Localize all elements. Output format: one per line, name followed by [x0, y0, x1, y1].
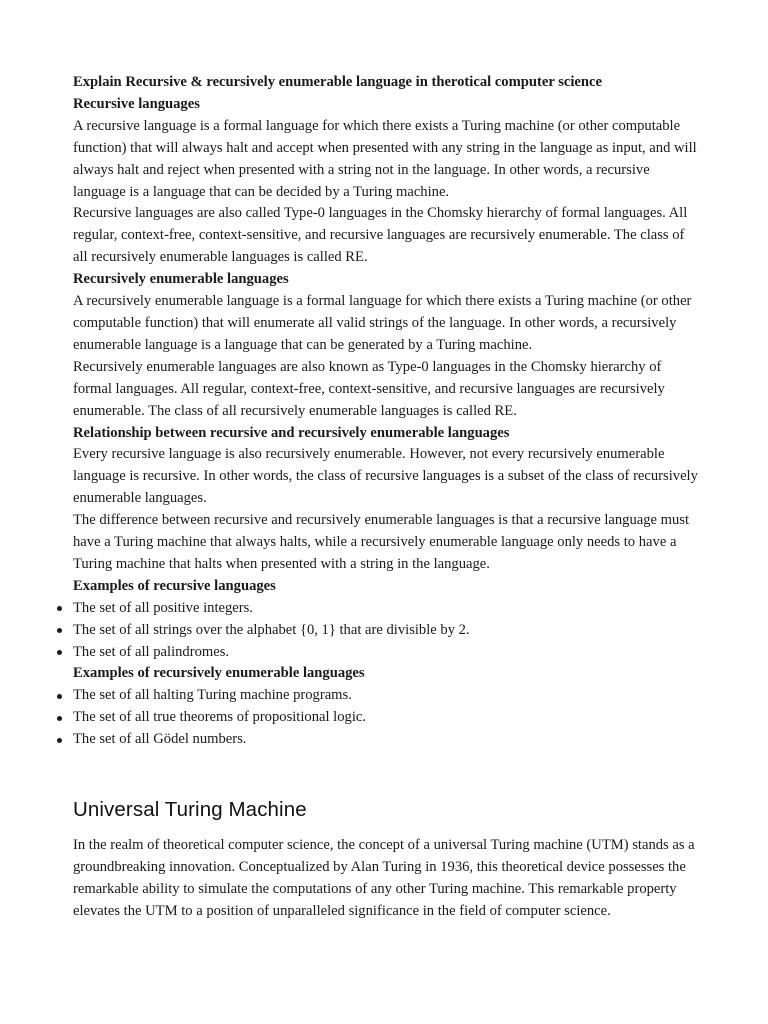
list-item: The set of all halting Turing machine programs. — [73, 685, 698, 707]
list-item: The set of all palindromes. — [73, 642, 698, 664]
section-heading-relationship: Relationship between recursive and recursively enumerable languages — [73, 424, 510, 441]
document-page — [73, 72, 698, 923]
examples-recursive-list — [73, 598, 698, 664]
paragraph: A recursive language is a formal language for which there exists a Turing machine (or other computable function) that will always halt and accept when presented with any string in the language as input, and will always halt and reject when presented with a string not in the language. In other words, a recursive language is a language that can be decided by a Turing machine. — [73, 117, 697, 200]
list-item: The set of all true theorems of propositional logic. — [73, 707, 698, 729]
paragraph: Every recursive language is also recursively enumerable. However, not every recursively enumerable language is recursive. In other words, the class of recursive languages is a subset of the class of recursively enumerable languages. — [73, 446, 698, 507]
paragraph: A recursively enumerable language is a formal language for which there exists a Turing machine (or other computable function) that will enumerate all valid strings of the language. In other words, a recursively enumerable language is a language that can be generated by a Turing machine. — [73, 293, 692, 353]
section-heading-re: Recursively enumerable languages — [73, 271, 289, 288]
examples-re-list — [73, 685, 698, 751]
list-item: The set of all strings over the alphabet {0, 1} that are divisible by 2. — [73, 620, 698, 642]
paragraph: Recursively enumerable languages are also known as Type-0 languages in the Chomsky hierarchy of formal languages. All regular, context-free, context-sensitive, and recursive languages are recursively enumerable. The class of all recursively enumerable languages is called RE. — [73, 358, 665, 419]
paragraph: The difference between recursive and recursively enumerable languages is that a recursive language must have a Turing machine that always halts, while a recursively enumerable language only needs to have a Turing machine that halts when presented with a string in the language. — [73, 512, 690, 572]
examples-re-heading: Examples of recursively enumerable languages — [73, 665, 365, 682]
utm-heading: Universal Turing Machine — [73, 798, 307, 822]
list-item: The set of all Gödel numbers. — [73, 729, 698, 751]
section-heading-recursive: Recursive languages — [73, 95, 200, 112]
document-title: Explain Recursive & recursively enumerable language in therotical computer science — [73, 74, 602, 90]
utm-paragraph: In the realm of theoretical computer science, the concept of a universal Turing machine (UTM) stands as a groundbreaking innovation. Conceptualized by Alan Turing in 1936, this theoretical device possesses the remarkable ability to simulate the computations of any other Turing machine. This remarkable property elevates the UTM to a position of unparalleled significance in the field of computer science. — [73, 837, 695, 919]
examples-recursive-heading: Examples of recursive languages — [73, 577, 276, 594]
paragraph: Recursive languages are also called Type-0 languages in the Chomsky hierarchy of formal languages. All regular, context-free, context-sensitive, and recursive languages are recursively enumerable. The class of all recursively enumerable languages is called RE. — [73, 205, 688, 266]
list-item: The set of all positive integers. — [73, 598, 698, 620]
